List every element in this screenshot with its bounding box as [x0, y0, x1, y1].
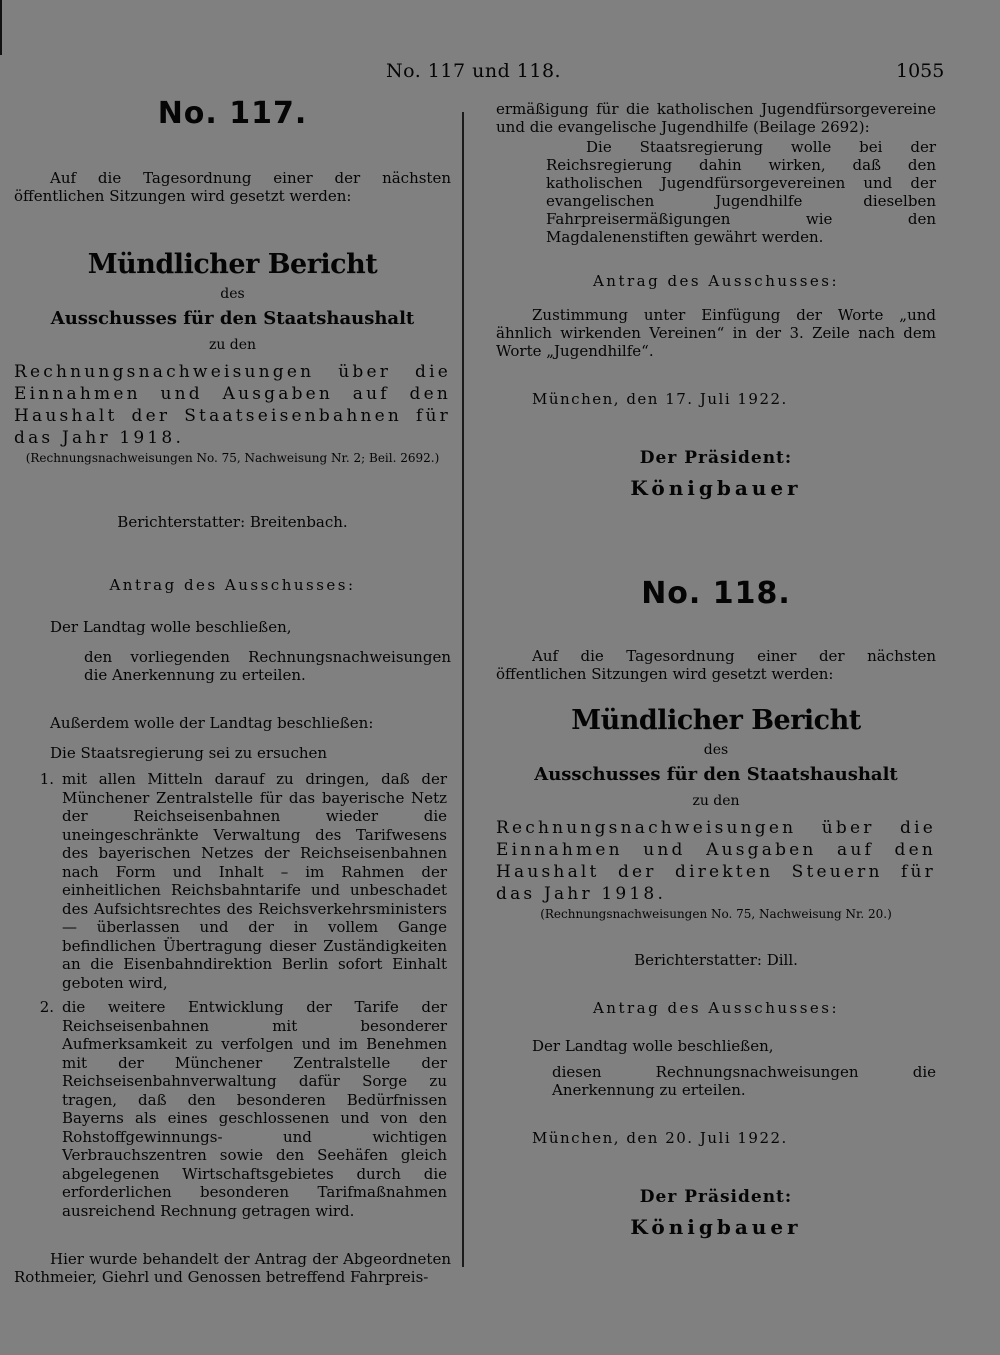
landtag-resolves: Der Landtag wolle beschließen, — [50, 618, 292, 636]
additional-resolution: Außerdem wolle der Landtag beschließen: — [50, 714, 374, 732]
reference-note: (Rechnungsnachweisungen No. 75, Nachweisung Nr. 2; Beil. 2692.) — [25, 451, 440, 465]
landtag-resolves: Der Landtag wolle beschließen, — [532, 1037, 774, 1055]
president-name: Königbauer — [630, 476, 802, 500]
date-line: München, den 20. Juli 1922. — [532, 1129, 788, 1147]
list-item: 2. die weitere Entwicklung der Tarife der Reichseisenbahnen mit besonderer Aufmerksamkeit zu verfolgen und im Benehmen mit der Münchener Zentralstelle der Reichseisenbahnverwaltung dafür Sorge zu tragen, daß den besonderen Bedürfnissen Bayerns als eines geschlossenen und von den Rohstoffgewinnungs- und wichtigen Verbrauchszentren sowie den Seehäfen gleich abgelegenen Wirtschaftsgebietes durch die erforderlichen besonderen Tarifmaßnahmen ausreichend Rechnung getragen wird. — [39, 998, 447, 1220]
zu-den-label: zu den — [692, 793, 740, 809]
reporter: Berichterstatter: Breitenbach. — [117, 513, 348, 531]
antrag-heading: Antrag des Ausschusses: — [109, 576, 356, 594]
page-number: 1055 — [896, 60, 945, 82]
date-line: München, den 17. Juli 1922. — [532, 390, 788, 408]
document-number-117: No. 117. — [157, 96, 308, 131]
request-list — [14, 770, 451, 1220]
des-label: des — [220, 286, 245, 302]
president-name: Königbauer — [630, 1215, 802, 1239]
page-edge-line — [0, 0, 2, 55]
motion-text: Die Staatsregierung wolle bei der Reichsregierung dahin wirken, daß den katholischen Jugendfürsorgevereinen und der evangelischen Jugendhilfe dieselben Fahrpreisermäßigungen wie den Magdalenenstiften gewährt werden. — [546, 138, 936, 246]
running-header: No. 117 und 118. — [386, 60, 562, 82]
government-request: Die Staatsregierung sei zu ersuchen — [50, 744, 328, 762]
committee-name: Ausschusses für den Staatshaushalt — [534, 764, 898, 785]
agenda-intro: Auf die Tagesordnung einer der nächsten öffentlichen Sitzungen wird gesetzt werden: — [14, 169, 451, 205]
resolution-text: den vorliegenden Rechnungsnachweisungen die Anerkennung zu erteilen. — [84, 648, 451, 684]
zu-den-label: zu den — [208, 337, 257, 353]
resolution-text: diesen Rechnungsnachweisungen die Anerkennung zu erteilen. — [552, 1063, 936, 1099]
antrag-heading: Antrag des Ausschusses: — [592, 999, 840, 1017]
committee-name: Ausschusses für den Staatshaushalt — [50, 308, 415, 329]
list-item: 1. mit allen Mitteln darauf zu dringen, daß der Münchener Zentralstelle für das bayerische Netz der Reichseisenbahnen wieder die uneingeschränkte Verwaltung des Tarifwesens des bayerischen Netzes der Reichseisenbahnen nach Form und Inhalt – im Rahmen der einheitlichen Reichsbahntarife und unbeschadet des Aufsichtsrechtes des Reichsverkehrsministers — überlassen und der in vollem Gange befindlichen Übertragung dieser Zuständigkeiten an die Eisenbahndirektion Berlin sofort Einhalt geboten wird, — [39, 770, 447, 992]
report-title: Mündlicher Bericht — [571, 705, 861, 736]
president-label: Der Präsident: — [639, 448, 793, 468]
president-label: Der Präsident: — [639, 1187, 793, 1207]
approval-text: Zustimmung unter Einfügung der Worte „und ähnlich wirkenden Vereinen“ in der 3. Zeile nach dem Worte „Jugendhilfe“. — [496, 306, 936, 360]
reporter: Berichterstatter: Dill. — [634, 951, 798, 969]
column-divider — [462, 112, 464, 1267]
continuation-text: ermäßigung für die katholischen Jugendfürsorgevereine und die evangelische Jugendhilfe (Beilage 2692): — [496, 100, 936, 136]
report-title: Mündlicher Bericht — [87, 249, 378, 280]
closing-paragraph: Hier wurde behandelt der Antrag der Abgeordneten Rothmeier, Giehrl und Genossen betreffend Fahrpreis- — [14, 1250, 451, 1286]
report-subject: Rechnungsnachweisungen über die Einnahmen und Ausgaben auf den Haushalt der direkten Steuern für das Jahr 1918. — [496, 818, 936, 904]
agenda-intro: Auf die Tagesordnung einer der nächsten öffentlichen Sitzungen wird gesetzt werden: — [496, 647, 936, 683]
right-column — [496, 100, 936, 1239]
antrag-heading: Antrag des Ausschusses: — [592, 272, 840, 290]
document-number-118: No. 118. — [641, 576, 791, 611]
report-subject: Rechnungsnachweisungen über die Einnahmen und Ausgaben auf den Haushalt der Staatseisenbahnen für das Jahr 1918. — [14, 362, 451, 448]
left-column — [14, 96, 451, 1286]
des-label: des — [703, 742, 729, 758]
reference-note: (Rechnungsnachweisungen No. 75, Nachweisung Nr. 20.) — [540, 907, 892, 921]
